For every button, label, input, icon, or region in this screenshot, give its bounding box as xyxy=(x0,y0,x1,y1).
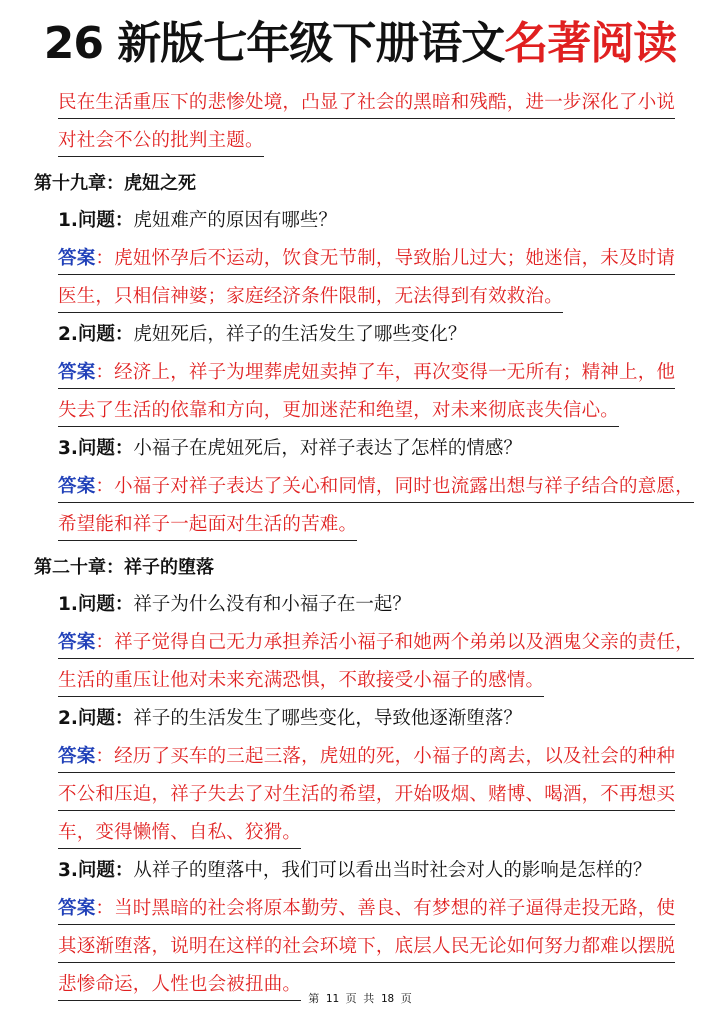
question-text: 从祥子的堕落中，我们可以看出当时社会对人的影响是怎样的？ xyxy=(133,860,652,881)
question-number: 3.问题： xyxy=(58,860,134,881)
question xyxy=(58,700,694,738)
answer-text: ：祥子觉得自己无力承担养活小福子和她两个弟弟以及酒鬼父亲的责任， xyxy=(95,632,694,653)
answer-text: 失去了生活的依靠和方向，更加迷茫和绝望，对未来彻底丧失信心。 xyxy=(58,398,619,427)
answer-text: 希望能和祥子一起面对生活的苦难。 xyxy=(58,512,357,541)
answer-label: 答案 xyxy=(58,632,96,653)
answer-label: 答案 xyxy=(58,476,96,497)
question-number: 3.问题： xyxy=(58,438,134,459)
answer-label: 答案 xyxy=(58,248,96,269)
answer xyxy=(58,354,694,430)
answer-text: ：小福子对祥子表达了关心和同情，同时也流露出想与祥子结合的意愿， xyxy=(95,476,694,497)
title-black-part: 26 新版七年级下册语文 xyxy=(43,18,505,69)
answer xyxy=(58,240,694,316)
question-text: 虎妞难产的原因有哪些？ xyxy=(133,210,337,231)
answer xyxy=(58,468,694,544)
answer-text: 医生，只相信神婆；家庭经济条件限制，无法得到有效救治。 xyxy=(58,284,563,313)
question xyxy=(58,316,694,354)
answer-text: ：当时黑暗的社会将原本勤劳、善良、有梦想的祥子逼得走投无路，使 xyxy=(95,898,676,919)
chapter-heading: 第二十章：祥子的堕落 xyxy=(34,557,214,578)
question-number: 2.问题： xyxy=(58,708,134,729)
question-number: 2.问题： xyxy=(58,324,134,345)
answer-label: 答案 xyxy=(58,362,96,383)
intro-line: 对社会不公的批判主题。 xyxy=(58,128,264,157)
question xyxy=(58,430,694,468)
answer-label: 答案 xyxy=(58,746,96,767)
answer xyxy=(58,890,694,1004)
answer-text: 生活的重压让他对未来充满恐惧，不敢接受小福子的感情。 xyxy=(58,668,544,697)
answer-text: 不公和压迫，祥子失去了对生活的希望，开始吸烟、赌博、喝酒，不再想买 xyxy=(58,782,675,811)
intro-line: 民在生活重压下的悲惨处境，凸显了社会的黑暗和残酷，进一步深化了小说 xyxy=(58,90,675,119)
answer-text: ：经历了买车的三起三落，虎妞的死，小福子的离去，以及社会的种种 xyxy=(95,746,676,767)
answer-label: 答案 xyxy=(58,898,96,919)
answer xyxy=(58,624,694,700)
answer-text: 其逐渐堕落，说明在这样的社会环境下，底层人民无论如何努力都难以摆脱 xyxy=(58,934,675,963)
intro-paragraph xyxy=(58,84,694,160)
question-number: 1.问题： xyxy=(58,210,134,231)
question-text: 祥子为什么没有和小福子在一起？ xyxy=(133,594,411,615)
question xyxy=(58,852,694,890)
question-text: 小福子在虎妞死后，对祥子表达了怎样的情感？ xyxy=(133,438,522,459)
question-number: 1.问题： xyxy=(58,594,134,615)
question-text: 祥子的生活发生了哪些变化，导致他逐渐堕落？ xyxy=(133,708,522,729)
answer xyxy=(58,738,694,852)
answer-text: 悲惨命运，人性也会被扭曲。 xyxy=(58,972,301,1001)
question-text: 虎妞死后，祥子的生活发生了哪些变化？ xyxy=(133,324,467,345)
answer-text: ：经济上，祥子为埋葬虎妞卖掉了车，再次变得一无所有；精神上，他 xyxy=(95,362,676,383)
document-content xyxy=(34,84,694,1004)
page-title xyxy=(0,14,720,74)
answer-text: ：虎妞怀孕后不运动，饮食无节制，导致胎儿过大；她迷信，未及时请 xyxy=(95,248,676,269)
answer-text: 车，变得懒惰、自私、狡猾。 xyxy=(58,820,301,849)
question xyxy=(58,586,694,624)
chapter-heading: 第十九章：虎妞之死 xyxy=(34,173,196,194)
question xyxy=(58,202,694,240)
page-number-footer: 第 11 页 共 18 页 xyxy=(308,992,412,1005)
title-red-part: 名著阅读 xyxy=(504,18,677,69)
